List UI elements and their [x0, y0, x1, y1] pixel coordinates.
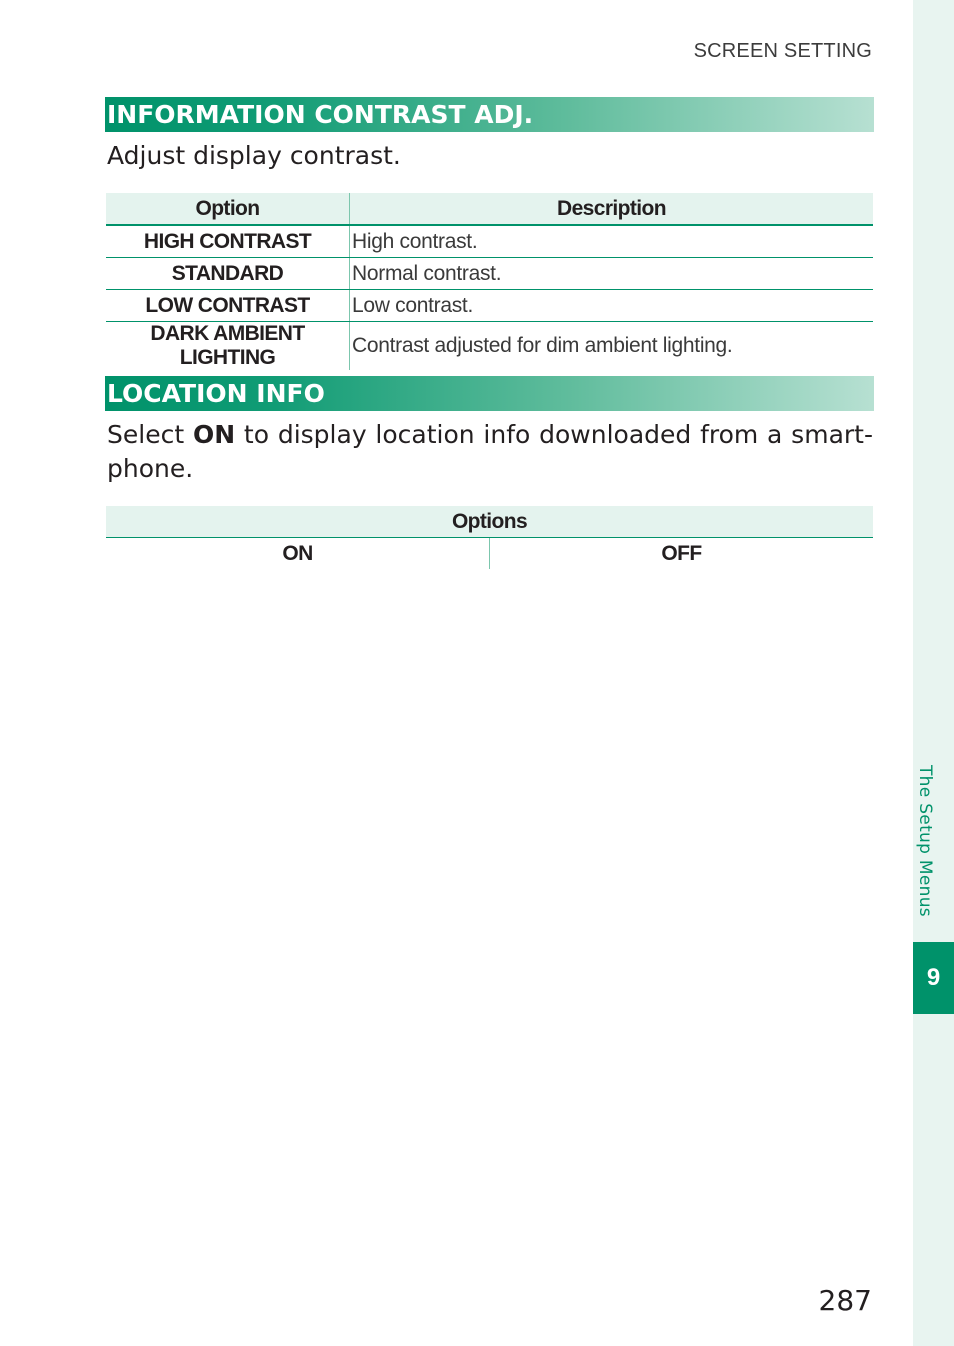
chapter-label-text: The Setup Menus	[915, 765, 935, 917]
table-row	[106, 322, 873, 371]
option-cell-off: OFF	[661, 541, 702, 565]
chapter-side-label	[913, 765, 954, 935]
body-text-bold-on: ON	[192, 420, 236, 449]
description-cell: High contrast.	[350, 225, 874, 258]
table-row	[106, 225, 873, 258]
option-cell: LOW CONTRAST	[106, 290, 350, 322]
section-heading-location-info: LOCATION INFO	[105, 376, 874, 411]
body-text-after: to display location info downloaded from a smart-phone.	[107, 420, 873, 483]
table-header-row	[106, 193, 873, 225]
page-number: 287	[818, 1284, 872, 1317]
description-cell: Normal contrast.	[350, 258, 874, 290]
option-cell: STANDARD	[106, 258, 350, 290]
contrast-options-table	[106, 193, 873, 370]
section-heading-information-contrast: INFORMATION CONTRAST ADJ.	[105, 97, 874, 132]
table-row	[106, 290, 873, 322]
section2-body	[107, 418, 873, 486]
description-cell: Contrast adjusted for dim ambient lighting.	[352, 334, 733, 357]
chapter-side-tab	[913, 0, 954, 1346]
body-text-before: Select	[107, 420, 193, 449]
section1-intro: Adjust display contrast.	[107, 141, 401, 170]
table-row	[106, 538, 873, 570]
option-cell: HIGH CONTRAST	[106, 225, 350, 258]
column-header-option: Option	[106, 193, 350, 225]
running-head: SCREEN SETTING	[693, 40, 872, 62]
column-header-options: Options	[106, 506, 873, 538]
chapter-number-badge: 9	[913, 942, 954, 1014]
table-row	[106, 258, 873, 290]
location-options-table	[106, 506, 873, 569]
option-cell-on: ON	[106, 538, 490, 570]
table-header-row	[106, 506, 873, 538]
option-cell: DARK AMBIENT LIGHTING	[106, 322, 350, 371]
column-header-description: Description	[350, 193, 874, 225]
description-cell: Low contrast.	[350, 290, 874, 322]
